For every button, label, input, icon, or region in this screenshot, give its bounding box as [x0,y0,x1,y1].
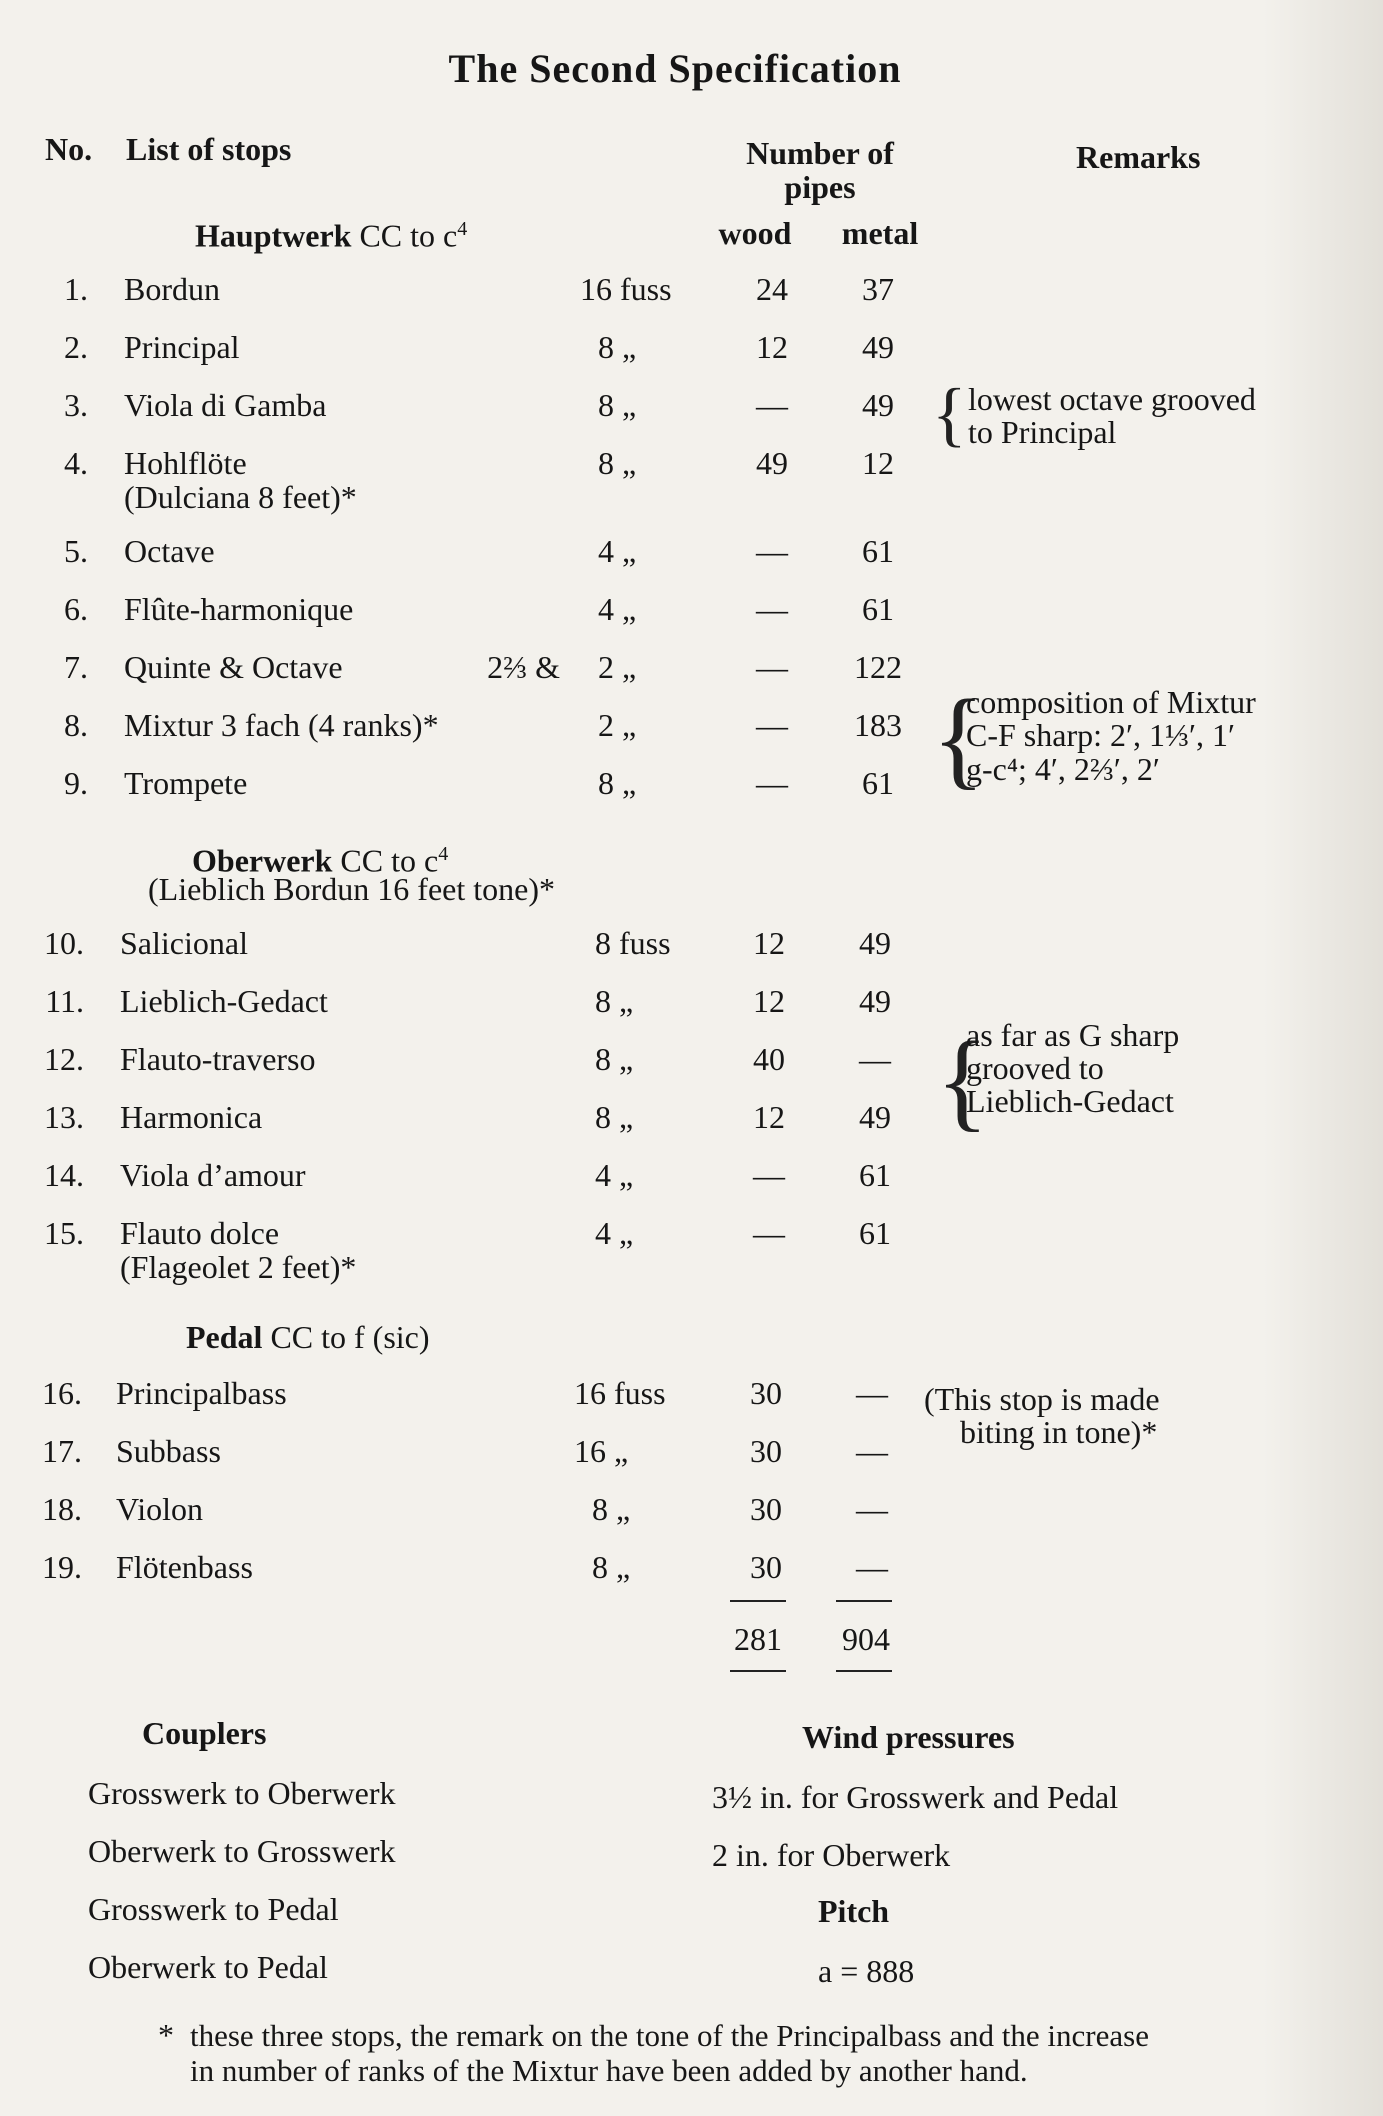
stop-number: 18. [42,1491,82,1527]
stop-size: 8 „ [595,983,634,1019]
header-no: No. [45,131,93,167]
stop-number: 2. [64,329,88,365]
stop-size-prefix: 2⅔ & [487,649,560,685]
stop-name: Quinte & Octave [124,649,343,685]
stop-name: Lieblich-Gedact [120,983,328,1019]
total-wood: 281 [734,1621,782,1657]
stop-size: 8 „ [598,765,637,801]
stop-size: 16 fuss [574,1375,666,1411]
header-pipes: pipes [784,169,856,205]
pitch-value: a = 888 [818,1953,915,1989]
stop-size: 2 „ [598,649,637,685]
stop-metal-pipes: 49 [862,329,894,365]
stop-number: 14. [44,1157,84,1193]
stop-size: 4 „ [595,1215,634,1251]
remark-brace: { [936,1019,989,1141]
stop-metal-pipes: 61 [862,533,894,569]
stop-subtitle: (Flageolet 2 feet)* [120,1249,357,1285]
stop-wood-pipes: 30 [750,1433,782,1469]
stop-name: Flauto dolce [120,1215,280,1251]
stop-wood-pipes: 12 [756,329,788,365]
stop-wood-pipes: — [753,1157,785,1193]
stop-number: 19. [42,1549,82,1585]
stop-wood-pipes: 30 [750,1549,782,1585]
stop-wood-pipes: — [756,387,788,423]
total-rule [730,1600,786,1602]
section-heading-pedal: Pedal CC to f (sic) [186,1319,430,1355]
remark-line: biting in tone)* [960,1414,1158,1450]
coupler-item: Grosswerk to Oberwerk [88,1775,396,1811]
stop-subtitle: (Dulciana 8 feet)* [124,479,357,515]
stop-wood-pipes: 40 [753,1041,785,1077]
remark-line: composition of Mixtur [966,684,1256,720]
coupler-item: Oberwerk to Grosswerk [88,1833,396,1869]
remark-line: to Principal [968,414,1117,450]
stop-metal-pipes: 37 [862,271,894,307]
stop-metal-pipes: 183 [854,707,902,743]
stop-number: 5. [64,533,88,569]
pitch-heading: Pitch [818,1893,890,1929]
stop-size: 4 „ [598,533,637,569]
stop-wood-pipes: 30 [750,1375,782,1411]
stop-number: 9. [64,765,88,801]
coupler-item: Grosswerk to Pedal [88,1891,339,1927]
remark-brace: { [932,374,967,454]
stop-size: 8 „ [598,445,637,481]
stop-name: Viola d’amour [120,1157,306,1193]
remark-line: lowest octave grooved [968,381,1256,417]
stop-number: 17. [42,1433,82,1469]
stop-number: 6. [64,591,88,627]
coupler-item: Oberwerk to Pedal [88,1949,328,1985]
footnote-mark: * [158,2017,174,2053]
stop-wood-pipes: 12 [753,1099,785,1135]
wind-item: 3½ in. for Grosswerk and Pedal [712,1779,1119,1815]
wind-item: 2 in. for Oberwerk [712,1837,951,1873]
stop-wood-pipes: 24 [756,271,788,307]
stop-number: 1. [64,271,88,307]
stop-name: Violon [116,1491,203,1527]
stop-size: 2 „ [598,707,637,743]
stop-wood-pipes: 12 [753,925,785,961]
stop-metal-pipes: 61 [862,765,894,801]
stop-size: 8 „ [595,1099,634,1135]
stop-number: 4. [64,445,88,481]
stop-metal-pipes: 49 [859,1099,891,1135]
stop-name: Viola di Gamba [124,387,327,423]
stop-name: Octave [124,533,215,569]
stop-wood-pipes: 12 [753,983,785,1019]
remark-line: (This stop is made [924,1381,1160,1417]
stop-number: 15. [44,1215,84,1251]
stop-metal-pipes: 49 [862,387,894,423]
stop-size: 16 „ [574,1433,629,1469]
stop-metal-pipes: 122 [854,649,902,685]
stop-metal-pipes: — [856,1433,888,1469]
stop-size: 8 „ [592,1491,631,1527]
total-rule [836,1600,892,1602]
stop-size: 8 „ [592,1549,631,1585]
page-edge-shadow [1263,0,1383,2116]
total-metal: 904 [842,1621,890,1657]
stop-number: 7. [64,649,88,685]
stop-metal-pipes: 49 [859,983,891,1019]
stop-wood-pipes: — [756,649,788,685]
stop-number: 16. [42,1375,82,1411]
stop-metal-pipes: 61 [859,1215,891,1251]
stop-number: 8. [64,707,88,743]
stop-number: 13. [44,1099,84,1135]
remark-line: C-F sharp: 2′, 1⅓′, 1′ [966,717,1235,753]
couplers-heading: Couplers [142,1715,267,1751]
stop-name: Bordun [124,271,220,307]
stop-metal-pipes: — [856,1491,888,1527]
section-note-oberwerk: (Lieblich Bordun 16 feet tone)* [148,871,555,907]
remark-line: Lieblich-Gedact [966,1083,1174,1119]
stop-number: 12. [44,1041,84,1077]
stop-wood-pipes: 49 [756,445,788,481]
header-metal: metal [841,215,919,251]
stop-wood-pipes: — [753,1215,785,1251]
stop-metal-pipes: 61 [862,591,894,627]
section-heading-hauptwerk: Hauptwerk CC to $c^4$ [195,217,468,254]
header-remarks: Remarks [1076,139,1201,175]
stop-wood-pipes: 30 [750,1491,782,1527]
stop-wood-pipes: — [756,765,788,801]
remark-line: as far as G sharp [966,1017,1180,1053]
total-rule [836,1670,892,1672]
stop-name: Flötenbass [116,1549,253,1585]
stop-name: Salicional [120,925,248,961]
total-rule [730,1670,786,1672]
stop-wood-pipes: — [756,533,788,569]
stop-name: Subbass [116,1433,221,1469]
header-wood: wood [718,215,792,251]
wind-heading: Wind pressures [802,1719,1015,1755]
stop-metal-pipes: 61 [859,1157,891,1193]
stop-size: 4 „ [598,591,637,627]
section-heading-oberwerk: Oberwerk CC to $c^4$ [192,842,449,879]
stop-name: Flûte-harmonique [124,591,354,627]
stop-wood-pipes: — [756,591,788,627]
stop-size: 8 fuss [595,925,671,961]
stop-metal-pipes: 12 [862,445,894,481]
stop-name: Principal [124,329,240,365]
stop-name: Harmonica [120,1099,263,1135]
stop-number: 10. [44,925,84,961]
stop-name: Trompete [124,765,248,801]
header-number-of: Number of [746,135,894,171]
remark-line: g-c⁴; 4′, 2⅔′, 2′ [966,751,1160,787]
stop-name: Flauto-traverso [120,1041,316,1077]
stop-number: 11. [45,983,84,1019]
stop-wood-pipes: — [756,707,788,743]
stop-name: Mixtur 3 fach (4 ranks)* [124,707,439,743]
stop-size: 8 „ [595,1041,634,1077]
stop-metal-pipes: — [859,1041,891,1077]
stop-size: 4 „ [595,1157,634,1193]
page-title: The Second Specification [448,46,902,91]
stop-metal-pipes: 49 [859,925,891,961]
remark-line: grooved to [966,1050,1104,1086]
stop-name: Hohlflöte [124,445,247,481]
stop-metal-pipes: — [856,1375,888,1411]
stop-size: 8 „ [598,329,637,365]
footnote-text: these three stops, the remark on the tone of the Principalbass and the increase in number of ranks of the Mixtur have been added by another hand. [190,2018,1149,2088]
header-list-of-stops: List of stops [126,131,292,167]
remark-brace: { [932,677,985,799]
stop-number: 3. [64,387,88,423]
stop-size: 8 „ [598,387,637,423]
stop-name: Principalbass [116,1375,287,1411]
stop-size: 16 fuss [580,271,672,307]
stop-metal-pipes: — [856,1549,888,1585]
